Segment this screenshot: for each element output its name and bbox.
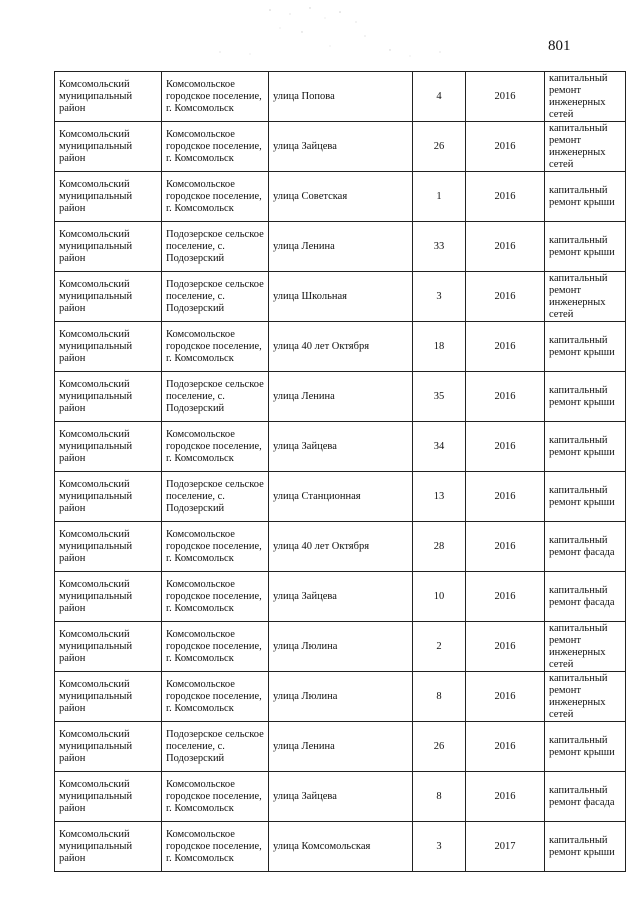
work-type-cell: капитальный ремонт фасада	[545, 572, 626, 622]
year-cell: 2016	[466, 522, 545, 572]
street-cell: улица Станционная	[269, 472, 413, 522]
district-cell: Комсомольский муниципальный район	[55, 122, 162, 172]
page-number: 801	[548, 38, 571, 54]
table-row	[55, 372, 626, 422]
work-type-cell: капитальный ремонт инженерных сетей	[545, 122, 626, 172]
street-cell: улица Ленина	[269, 222, 413, 272]
house-number-cell: 10	[413, 572, 466, 622]
district-cell: Комсомольский муниципальный район	[55, 422, 162, 472]
district-cell: Комсомольский муниципальный район	[55, 172, 162, 222]
house-number-cell: 34	[413, 422, 466, 472]
district-cell: Комсомольский муниципальный район	[55, 72, 162, 122]
house-number-cell: 13	[413, 472, 466, 522]
table-row	[55, 122, 626, 172]
settlement-cell: Комсомольское городское поселение, г. Комсомольск	[162, 572, 269, 622]
street-cell: улица Ленина	[269, 372, 413, 422]
house-number-cell: 3	[413, 272, 466, 322]
work-type-cell: капитальный ремонт инженерных сетей	[545, 672, 626, 722]
settlement-cell: Комсомольское городское поселение, г. Комсомольск	[162, 822, 269, 872]
work-type-cell: капитальный ремонт инженерных сетей	[545, 272, 626, 322]
settlement-cell: Подозерское сельское поселение, с. Подозерский	[162, 372, 269, 422]
house-number-cell: 4	[413, 72, 466, 122]
district-cell: Комсомольский муниципальный район	[55, 722, 162, 772]
year-cell: 2016	[466, 72, 545, 122]
street-cell: улица Школьная	[269, 272, 413, 322]
settlement-cell: Комсомольское городское поселение, г. Комсомольск	[162, 772, 269, 822]
registry-table	[54, 71, 626, 872]
street-cell: улица Зайцева	[269, 772, 413, 822]
table-row	[55, 472, 626, 522]
street-cell: улица Ленина	[269, 722, 413, 772]
year-cell: 2016	[466, 672, 545, 722]
settlement-cell: Комсомольское городское поселение, г. Комсомольск	[162, 622, 269, 672]
year-cell: 2016	[466, 122, 545, 172]
table-row	[55, 422, 626, 472]
scan-specks	[160, 2, 480, 62]
table-row	[55, 572, 626, 622]
street-cell: улица 40 лет Октября	[269, 322, 413, 372]
district-cell: Комсомольский муниципальный район	[55, 672, 162, 722]
district-cell: Комсомольский муниципальный район	[55, 472, 162, 522]
house-number-cell: 28	[413, 522, 466, 572]
street-cell: улица Зайцева	[269, 422, 413, 472]
table-row	[55, 272, 626, 322]
work-type-cell: капитальный ремонт крыши	[545, 722, 626, 772]
house-number-cell: 35	[413, 372, 466, 422]
district-cell: Комсомольский муниципальный район	[55, 272, 162, 322]
settlement-cell: Комсомольское городское поселение, г. Комсомольск	[162, 172, 269, 222]
table-row	[55, 72, 626, 122]
work-type-cell: капитальный ремонт инженерных сетей	[545, 72, 626, 122]
work-type-cell: капитальный ремонт фасада	[545, 772, 626, 822]
registry-table-body	[55, 72, 626, 872]
district-cell: Комсомольский муниципальный район	[55, 522, 162, 572]
table-row	[55, 772, 626, 822]
house-number-cell: 18	[413, 322, 466, 372]
street-cell: улица Люлина	[269, 622, 413, 672]
street-cell: улица Советская	[269, 172, 413, 222]
house-number-cell: 3	[413, 822, 466, 872]
street-cell: улица Люлина	[269, 672, 413, 722]
house-number-cell: 2	[413, 622, 466, 672]
street-cell: улица Зайцева	[269, 572, 413, 622]
house-number-cell: 1	[413, 172, 466, 222]
street-cell: улица Зайцева	[269, 122, 413, 172]
work-type-cell: капитальный ремонт крыши	[545, 172, 626, 222]
table-row	[55, 322, 626, 372]
year-cell: 2016	[466, 572, 545, 622]
house-number-cell: 26	[413, 722, 466, 772]
district-cell: Комсомольский муниципальный район	[55, 222, 162, 272]
district-cell: Комсомольский муниципальный район	[55, 622, 162, 672]
work-type-cell: капитальный ремонт крыши	[545, 422, 626, 472]
table-row	[55, 222, 626, 272]
year-cell: 2016	[466, 372, 545, 422]
settlement-cell: Подозерское сельское поселение, с. Подозерский	[162, 222, 269, 272]
year-cell: 2017	[466, 822, 545, 872]
table-row	[55, 722, 626, 772]
year-cell: 2016	[466, 722, 545, 772]
work-type-cell: капитальный ремонт крыши	[545, 822, 626, 872]
year-cell: 2016	[466, 622, 545, 672]
settlement-cell: Подозерское сельское поселение, с. Подозерский	[162, 272, 269, 322]
table-row	[55, 172, 626, 222]
district-cell: Комсомольский муниципальный район	[55, 322, 162, 372]
work-type-cell: капитальный ремонт крыши	[545, 372, 626, 422]
settlement-cell: Подозерское сельское поселение, с. Подозерский	[162, 472, 269, 522]
house-number-cell: 26	[413, 122, 466, 172]
settlement-cell: Комсомольское городское поселение, г. Комсомольск	[162, 322, 269, 372]
settlement-cell: Комсомольское городское поселение, г. Комсомольск	[162, 422, 269, 472]
table-row	[55, 822, 626, 872]
table-row	[55, 622, 626, 672]
year-cell: 2016	[466, 772, 545, 822]
work-type-cell: капитальный ремонт крыши	[545, 472, 626, 522]
street-cell: улица Попова	[269, 72, 413, 122]
table-row	[55, 672, 626, 722]
settlement-cell: Комсомольское городское поселение, г. Комсомольск	[162, 672, 269, 722]
year-cell: 2016	[466, 322, 545, 372]
work-type-cell: капитальный ремонт крыши	[545, 322, 626, 372]
district-cell: Комсомольский муниципальный район	[55, 772, 162, 822]
house-number-cell: 8	[413, 672, 466, 722]
year-cell: 2016	[466, 172, 545, 222]
district-cell: Комсомольский муниципальный район	[55, 572, 162, 622]
street-cell: улица Комсомольская	[269, 822, 413, 872]
work-type-cell: капитальный ремонт крыши	[545, 222, 626, 272]
district-cell: Комсомольский муниципальный район	[55, 822, 162, 872]
work-type-cell: капитальный ремонт фасада	[545, 522, 626, 572]
street-cell: улица 40 лет Октября	[269, 522, 413, 572]
district-cell: Комсомольский муниципальный район	[55, 372, 162, 422]
year-cell: 2016	[466, 222, 545, 272]
work-type-cell: капитальный ремонт инженерных сетей	[545, 622, 626, 672]
year-cell: 2016	[466, 422, 545, 472]
settlement-cell: Комсомольское городское поселение, г. Комсомольск	[162, 122, 269, 172]
settlement-cell: Комсомольское городское поселение, г. Комсомольск	[162, 522, 269, 572]
table-row	[55, 522, 626, 572]
year-cell: 2016	[466, 472, 545, 522]
house-number-cell: 8	[413, 772, 466, 822]
settlement-cell: Комсомольское городское поселение, г. Комсомольск	[162, 72, 269, 122]
year-cell: 2016	[466, 272, 545, 322]
house-number-cell: 33	[413, 222, 466, 272]
settlement-cell: Подозерское сельское поселение, с. Подозерский	[162, 722, 269, 772]
